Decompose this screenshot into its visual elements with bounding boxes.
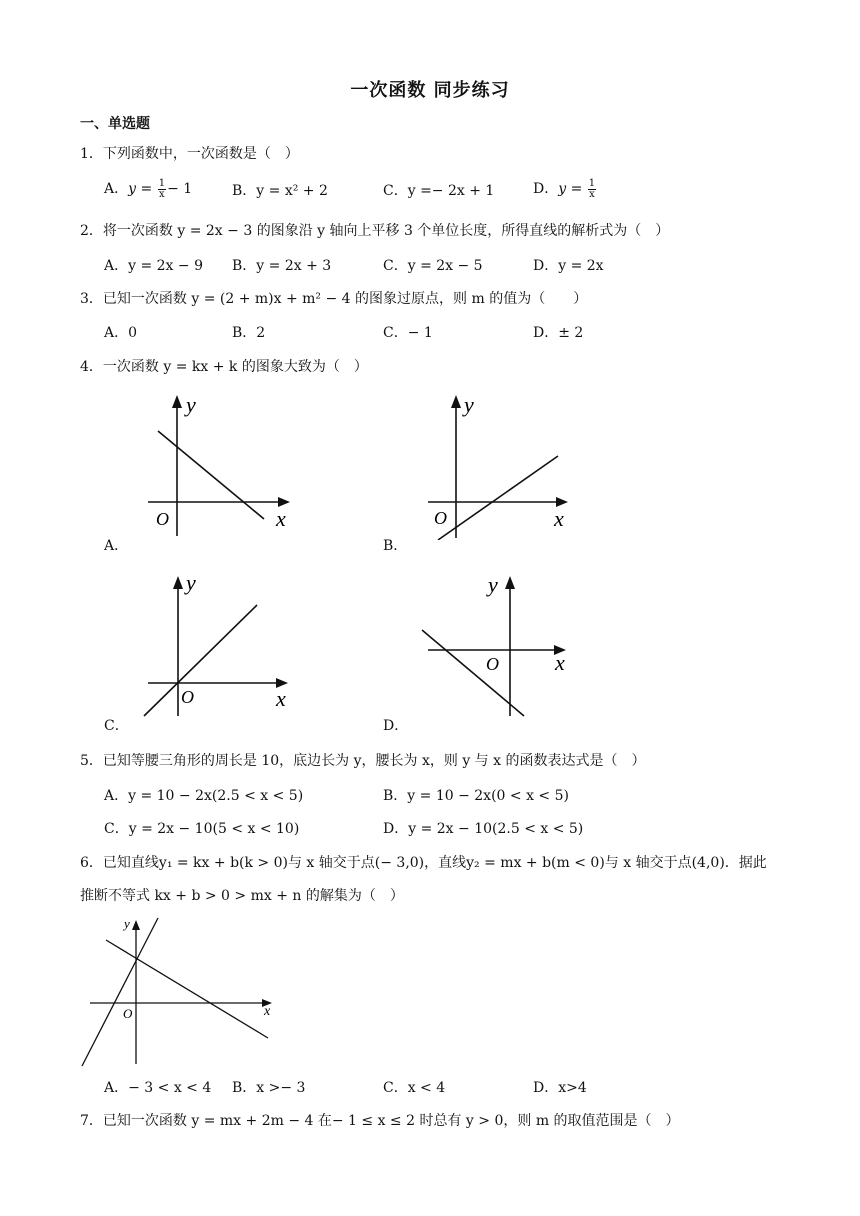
y-axis-arrow: [132, 920, 140, 930]
question-1-options: [0, 178, 860, 202]
origin-label: O: [434, 508, 447, 528]
question-5-options-row-2: [0, 818, 860, 842]
q4-label-c: C．: [104, 718, 129, 734]
y-axis-label: y: [186, 570, 196, 595]
q4-graph-b: [420, 390, 580, 540]
q6-option-b: B．x >− 3: [232, 1080, 306, 1096]
q5-option-d: D．y = 2x − 10(2.5 < x < 5): [383, 821, 584, 837]
y-axis-label: y: [464, 392, 474, 417]
q6-option-c: C．x < 4: [383, 1080, 446, 1096]
question-7: 7．已知一次函数 y = mx + 2m − 4 在− 1 ≤ x ≤ 2 时总有 y > 0，则 m 的取值范围是（ ）: [80, 1113, 680, 1129]
x-axis-label: x: [276, 506, 286, 531]
x-axis-label: x: [264, 1004, 271, 1019]
y-axis-label: y: [186, 392, 196, 417]
q4-label-d: D．: [383, 718, 409, 734]
q5-option-c: C．y = 2x − 10(5 < x < 10): [104, 821, 300, 837]
q2-option-d: D．y = 2x: [533, 258, 604, 274]
section-heading: 一、单选题: [80, 116, 150, 132]
question-6-line-2: 推断不等式 kx + b > 0 > mx + n 的解集为（ ）: [80, 888, 404, 904]
q1-option-c: C．y =− 2x + 1: [383, 183, 495, 199]
question-2-options: [0, 255, 860, 279]
y-axis-label: y: [488, 572, 498, 597]
y-axis-arrow: [173, 576, 183, 589]
origin-label: O: [123, 1006, 133, 1021]
q4-label-b: B．: [383, 538, 408, 554]
origin-label: O: [181, 687, 194, 707]
question-6-line-1: 6．已知直线y₁ = kx + b(k > 0)与 x 轴交于点(− 3,0)，直线y₂ = mx + b(m < 0)与 x 轴交于点(4,0)．据此: [80, 855, 767, 871]
q5-option-b: B．y = 10 − 2x(0 < x < 5): [383, 788, 569, 804]
q6-option-a: A．− 3 < x < 4: [104, 1080, 212, 1096]
line-y2: [106, 940, 268, 1038]
function-line: [422, 630, 524, 716]
question-3-options: [0, 322, 860, 346]
q1-option-a: A．y = $\frac{1}{x}$ − 1: [104, 177, 193, 200]
question-6-options: [0, 1077, 860, 1101]
q3-option-c: C．− 1: [383, 325, 433, 341]
question-1: 1．下列函数中，一次函数是（ ）: [80, 146, 299, 162]
q4-graph-a: [140, 390, 300, 540]
y-axis-arrow: [172, 395, 182, 408]
origin-label: O: [486, 654, 499, 674]
q4-graph-c: [140, 570, 300, 720]
question-3: 3．已知一次函数 y = (2 + m)x + m² − 4 的图象过原点，则 m 的值为（ ）: [80, 291, 588, 307]
origin-label: O: [156, 509, 169, 529]
x-axis-label: x: [555, 650, 565, 675]
q6-option-d: D．x>4: [533, 1080, 587, 1096]
x-axis-label: x: [554, 506, 564, 531]
page-title: 一次函数 同步练习: [350, 80, 510, 101]
q1-option-b: B．y = x² + 2: [232, 183, 328, 199]
y-axis-arrow: [451, 395, 461, 408]
y-axis-arrow: [505, 576, 515, 589]
function-line: [158, 431, 264, 519]
y-axis-label: y: [124, 916, 130, 931]
line-y1: [82, 918, 158, 1066]
q3-option-b: B．2: [232, 325, 266, 341]
question-5-options-row-1: [0, 785, 860, 809]
q2-option-a: A．y = 2x − 9: [104, 258, 203, 274]
question-5: 5．已知等腰三角形的周长是 10，底边长为 y，腰长为 x，则 y 与 x 的函数表达式是（ ）: [80, 753, 646, 769]
question-2: 2．将一次函数 y = 2x − 3 的图象沿 y 轴向上平移 3 个单位长度，所得直线的解析式为（ ）: [80, 223, 670, 239]
q2-option-b: B．y = 2x + 3: [232, 258, 332, 274]
question-4: 4．一次函数 y = kx + k 的图象大致为（ ）: [80, 359, 368, 375]
q1-option-d: D．y = $\frac{1}{x}$: [533, 177, 596, 200]
q3-option-d: D．± 2: [533, 325, 584, 341]
q3-option-a: A．0: [104, 325, 138, 341]
q2-option-c: C．y = 2x − 5: [383, 258, 483, 274]
q6-graph: [78, 912, 278, 1068]
q4-label-a: A．: [104, 538, 129, 554]
q5-option-a: A．y = 10 − 2x(2.5 < x < 5): [104, 788, 304, 804]
x-axis-label: x: [276, 686, 286, 711]
q4-graph-d: [410, 570, 580, 720]
function-line: [144, 605, 257, 716]
